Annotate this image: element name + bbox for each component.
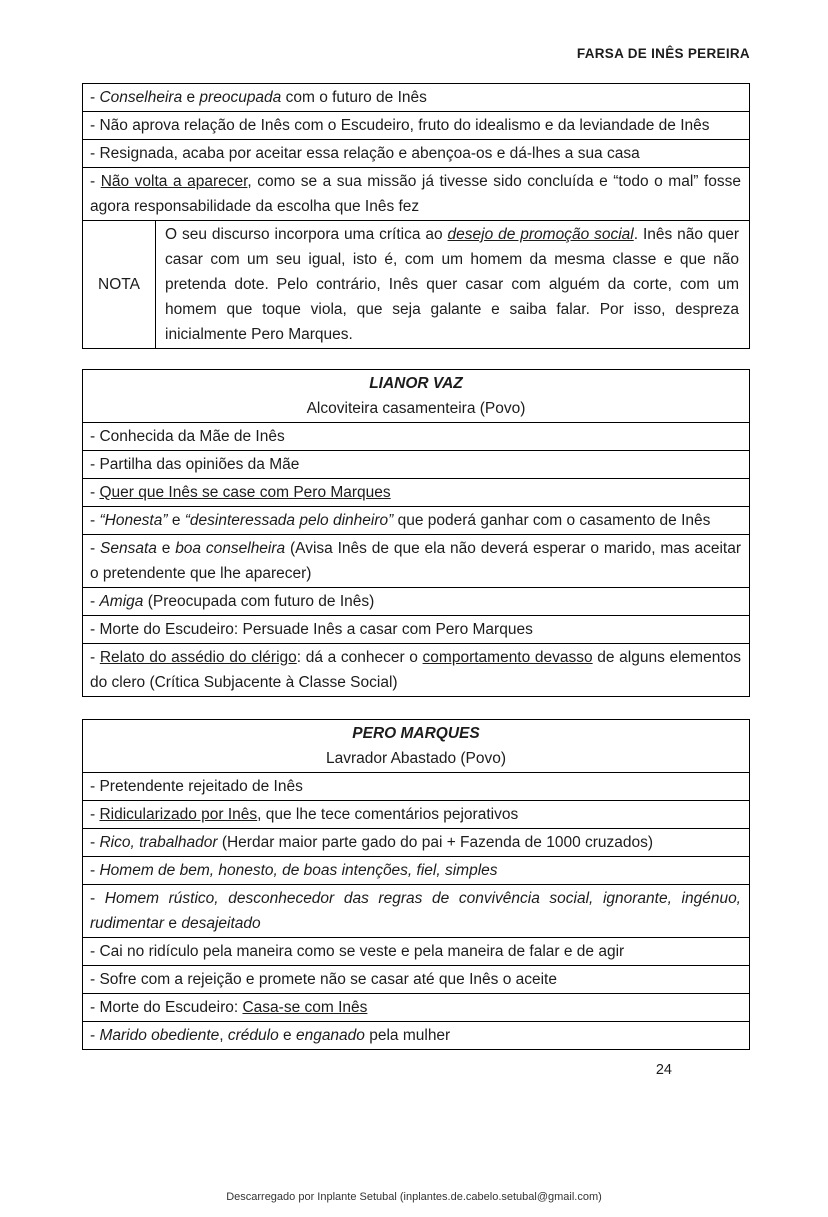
table-row: - Pretendente rejeitado de Inês [90, 778, 303, 795]
table-row: - Morte do Escudeiro: Persuade Inês a casar com Pero Marques [83, 615, 749, 643]
table-title: PERO MARQUES [352, 725, 480, 742]
table-row: - Marido obediente, crédulo e enganado pela mulher [83, 1021, 749, 1049]
table-row: - Partilha das opiniões da Mãe [83, 450, 749, 478]
table-row: - Morte do Escudeiro: Casa-se com Inês [83, 993, 749, 1021]
table-row: - Rico, trabalhador (Herdar maior parte gado do pai + Fazenda de 1000 cruzados) [83, 828, 749, 856]
table-subtitle: Lavrador Abastado (Povo) [325, 750, 507, 767]
pero-marques-table-header [83, 720, 749, 773]
page-number: 24 [655, 1062, 672, 1078]
table-row: - Ridicularizado por Inês, que lhe tece comentários pejorativos [83, 800, 749, 828]
table-row: - Não volta a aparecer, como se a sua missão já tivesse sido concluída e “todo o mal” fosse agora responsabilidade da escolha que Inês fez [83, 167, 749, 220]
nota-label: NOTA [83, 221, 156, 348]
table-row: - Quer que Inês se case com Pero Marques [83, 478, 749, 506]
table-row: - Amiga (Preocupada com futuro de Inês) [83, 587, 749, 615]
footer-text: Descarregado por Inplante Setubal (inplantes.de.cabelo.setubal@gmail.com) [226, 1191, 602, 1203]
table-subtitle: Alcoviteira casamenteira (Povo) [306, 400, 526, 417]
lianor-vaz-table [82, 369, 750, 697]
mae-character-table [82, 83, 750, 349]
nota-row [83, 220, 749, 348]
document-page [0, 46, 828, 1203]
table-row: - “Honesta” e “desinteressada pelo dinheiro” que poderá ganhar com o casamento de Inês [83, 506, 749, 534]
page-content [82, 46, 750, 1078]
table-row: - Conhecida da Mãe de Inês [90, 428, 285, 445]
table-row: - Cai no ridículo pela maneira como se veste e pela maneira de falar e de agir [83, 937, 749, 965]
lianor-vaz-table-header [83, 370, 749, 423]
table-row: - Sensata e boa conselheira (Avisa Inês de que ela não deverá esperar o marido, mas aceitar o pretendente que lhe aparecer) [83, 534, 749, 587]
table-row: - Homem rústico, desconhecedor das regras de convivência social, ignorante, ingénuo, rudimentar e desajeitado [83, 884, 749, 937]
page-header-title: FARSA DE INÊS PEREIRA [576, 46, 750, 61]
lianor-vaz-table-rows [83, 423, 749, 696]
table-row: - Conselheira e preocupada com o futuro de Inês [90, 89, 427, 106]
table-title: LIANOR VAZ [369, 375, 463, 392]
nota-text: O seu discurso incorpora uma crítica ao desejo de promoção social. Inês não quer casar com um seu igual, isto é, com um homem da mesma classe e que não pretenda dote. Pelo contrário, Inês quer casar com alguém da corte, com um homem que toque viola, que seja galante e saiba falar. Por isso, despreza inicialmente Pero Marques. [165, 226, 739, 343]
table-row: - Sofre com a rejeição e promete não se casar até que Inês o aceite [83, 965, 749, 993]
table-row: - Relato do assédio do clérigo: dá a conhecer o comportamento devasso de alguns elementos do clero (Crítica Subjacente à Classe Social) [83, 643, 749, 696]
table-row: - Resignada, acaba por aceitar essa relação e abençoa-os e dá-lhes a sua casa [83, 139, 749, 167]
table-row: - Homem de bem, honesto, de boas intenções, fiel, simples [83, 856, 749, 884]
pero-marques-table [82, 719, 750, 1050]
pero-marques-table-rows [83, 773, 749, 1049]
table-row: - Não aprova relação de Inês com o Escudeiro, fruto do idealismo e da leviandade de Inês [83, 111, 749, 139]
mae-table-rows [83, 84, 749, 220]
